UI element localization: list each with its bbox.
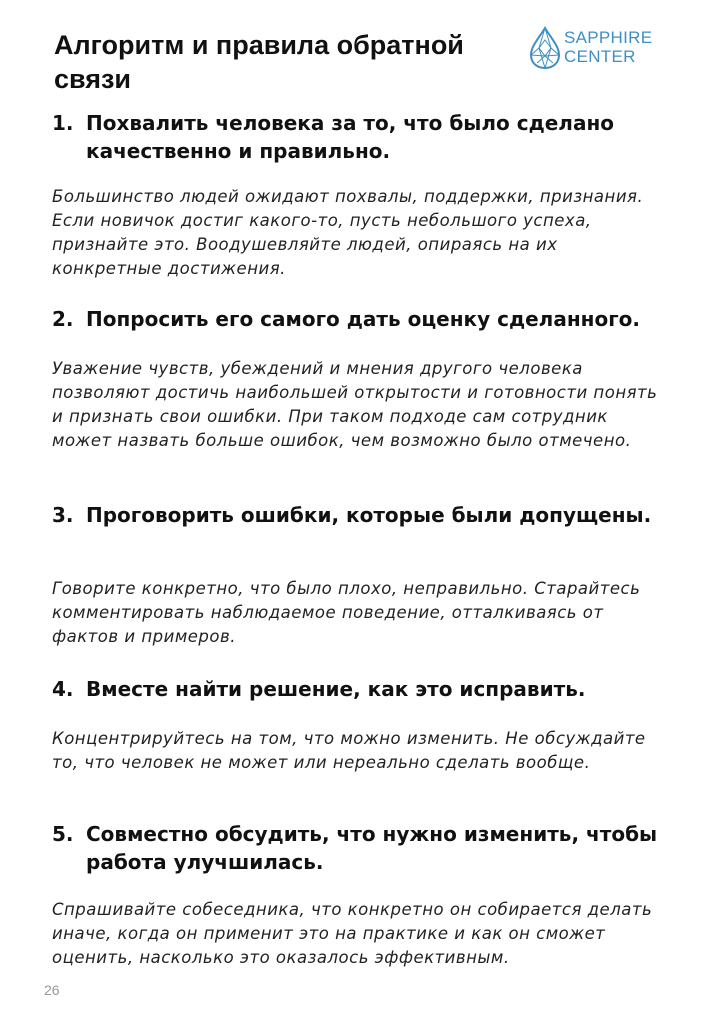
section-heading: [52, 305, 662, 333]
logo-text: [564, 28, 652, 66]
page-title: Алгоритм и правила обратной связи: [54, 30, 464, 94]
section-1: [52, 109, 662, 278]
section-number: 1.: [52, 111, 74, 135]
section-5: [52, 820, 662, 967]
section-3: [52, 501, 662, 646]
section-heading-text: Вместе найти решение, как это исправить.: [86, 677, 586, 701]
section-heading-text: Похвалить человека за то, что было сделано качественно и правильно.: [86, 111, 615, 163]
section-heading-text: Попросить его самого дать оценку сделанного.: [86, 307, 640, 331]
section-body: Концентрируйтесь на том, что можно изменить. Не обсуждайте то, что человек не может или нереально сделать вообще.: [52, 729, 646, 772]
section-heading: [52, 820, 662, 876]
section-heading-text: Проговорить ошибки, которые были допущены.: [86, 503, 652, 527]
logo-line-2: CENTER: [564, 47, 636, 66]
section-2: [52, 305, 662, 450]
section-number: 3.: [52, 503, 74, 527]
section-heading: [52, 675, 662, 703]
page-number: 26: [44, 982, 60, 998]
logo-line-1: SAPPHIRE: [564, 28, 653, 47]
section-heading: [52, 109, 662, 165]
section-body: Уважение чувств, убеждений и мнения другого человека позволяют достичь наибольшей открытости и готовности понять и признать свои ошибки. При таком подходе сам сотрудник может назвать больше ошибок, чем возможно было отмечено.: [52, 359, 658, 450]
section-body: Спрашивайте собеседника, что конкретно он собирается делать иначе, когда он применит это на практике и как он сможет оценить, насколько это оказалось эффективным.: [52, 900, 653, 967]
section-body: Большинство людей ожидают похвалы, поддержки, признания. Если новичок достиг какого-то, пусть небольшого успеха, признайте это. Воодушевляйте людей, опираясь на их конкретные достижения.: [52, 187, 644, 278]
section-number: 5.: [52, 822, 74, 846]
sapphire-gem-icon: [528, 26, 562, 70]
section-body: Говорите конкретно, что было плохо, неправильно. Старайтесь комментировать наблюдаемое поведение, отталкиваясь от фактов и примеров.: [52, 579, 641, 646]
section-number: 4.: [52, 677, 74, 701]
section-heading: [52, 501, 662, 529]
sapphire-center-logo: [526, 24, 676, 74]
section-4: [52, 675, 662, 772]
section-number: 2.: [52, 307, 74, 331]
section-heading-text: Совместно обсудить, что нужно изменить, чтобы работа улучшилась.: [86, 822, 658, 874]
